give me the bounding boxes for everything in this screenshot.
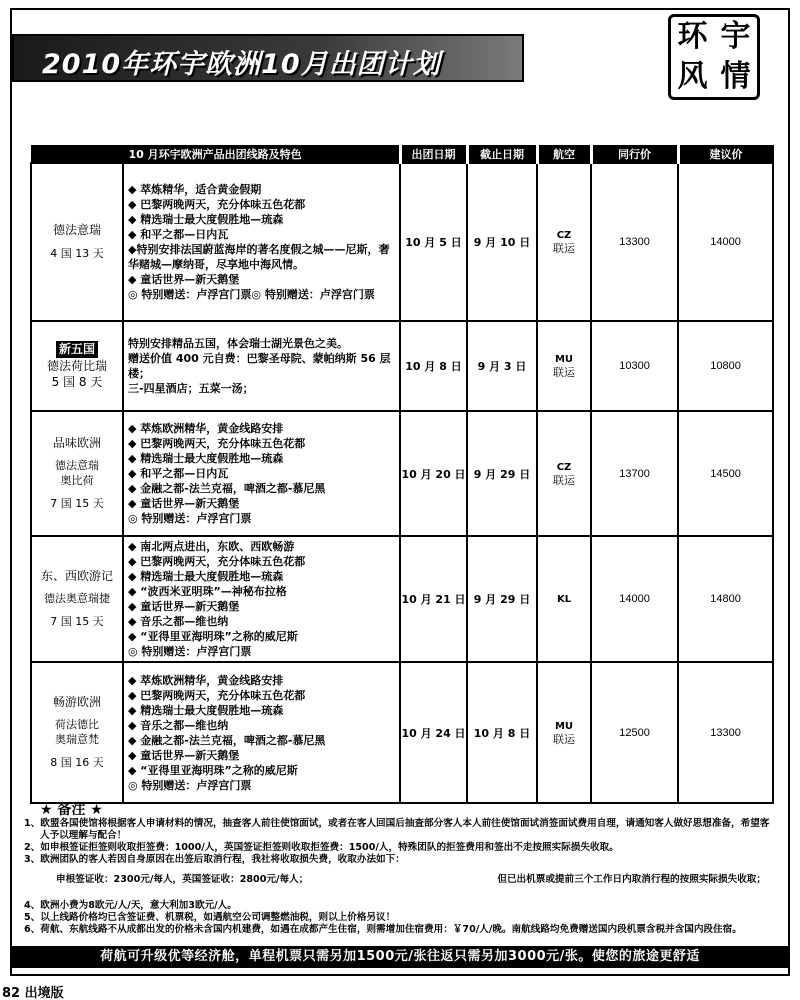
feature-line: ◎ 特别赠送：卢浮宫门票: [128, 512, 252, 525]
airline-code: CZ: [556, 461, 572, 473]
notes-section: [24, 804, 776, 936]
col-header-peer-price: 同行价: [591, 146, 678, 164]
features-cell: [123, 536, 400, 662]
feature-line: 赠送价值 400 元自费：巴黎圣母院、蒙帕纳斯 56 层楼；: [128, 352, 391, 380]
route-countries: 奥瑞意梵: [55, 733, 99, 747]
table-header-row: [31, 146, 773, 164]
logo-char: 情: [720, 59, 751, 94]
col-header-routes: 10 月环宇欧洲产品出团线路及特色: [31, 146, 400, 164]
feature-line: ◆ 童话世界—新天鹅堡: [128, 273, 240, 286]
airline-cell: [537, 411, 591, 536]
route-name: 德法荷比瑞: [46, 359, 107, 374]
col-header-retail-price: 建议价: [678, 146, 773, 164]
airline-type: 联运: [553, 242, 576, 255]
feature-line: ◆ “亚得里亚海明珠”之称的威尼斯: [128, 763, 298, 777]
feature-line: ◆ 金融之都-法兰克福，啤酒之都-慕尼黑: [128, 482, 326, 495]
depart-date: 10 月 24 日: [400, 662, 467, 803]
feature-line: ◆ 精选瑞士最大度假胜地—琉森: [128, 703, 284, 717]
col-header-deadline: 截止日期: [467, 146, 537, 164]
feature-line: ◆ 童话世界—新天鹅堡: [128, 497, 240, 510]
note-item: 3、欧洲团队的客人若因自身原因在出签后取消行程，我社将收取损失费，收取办法如下：: [24, 854, 405, 865]
depart-date: 10 月 5 日: [400, 163, 467, 321]
features-cell: [123, 662, 400, 803]
features-cell: [123, 321, 400, 411]
notes-heading: ★ 备注 ★: [40, 802, 103, 818]
peer-price: 13300: [591, 163, 678, 321]
feature-line: ◆ 精选瑞士最大度假胜地—琉森: [128, 213, 284, 226]
note-item: 5、以上线路价格均已含签证费、机票税，如遇航空公司调整燃油税，则以上价格另议！: [24, 912, 396, 923]
brand-logo: [668, 14, 760, 100]
depart-date: 10 月 20 日: [400, 411, 467, 536]
route-name: 东、西欧游记: [40, 569, 113, 584]
retail-price: 14500: [678, 411, 773, 536]
airline-cell: [537, 662, 591, 803]
feature-line: ◆ 萃炼精华，适合黄金假期: [128, 183, 262, 196]
airline-type: 联运: [553, 366, 576, 379]
airline-code: KL: [556, 593, 572, 605]
route-cell: [31, 536, 123, 662]
route-name: 德法意瑞: [52, 223, 101, 238]
airline-code: MU: [554, 354, 574, 365]
deadline-date: 9 月 29 日: [467, 536, 537, 662]
feature-line: 三-四星酒店；五菜一汤；: [128, 382, 254, 395]
peer-price: 12500: [591, 662, 678, 803]
retail-price: 14800: [678, 536, 773, 662]
route-duration: 8 国 16 天: [50, 756, 104, 770]
logo-char: 风: [677, 59, 708, 94]
route-duration: 4 国 13 天: [50, 246, 104, 260]
feature-line: ◆ 巴黎两晚两天，充分体味五色花都: [128, 198, 306, 211]
promo-banner: 荷航可升级优等经济舱，单程机票只需另加1500元/张往返只需另加3000元/张。使您的旅途更舒适: [12, 946, 788, 968]
note-item: 4、欧洲小费为8欧元/人/天，意大利加3欧元/人。: [24, 900, 237, 911]
feature-line: ◆ 金融之都-法兰克福，啤酒之都-慕尼黑: [128, 733, 326, 747]
feature-line: 特别安排精品五国，体会瑞士湖光景色之美。: [128, 337, 348, 350]
deadline-date: 9 月 29 日: [467, 411, 537, 536]
table-row: [31, 411, 773, 536]
airline-type: 联运: [553, 473, 576, 487]
visa-fee-line: [56, 874, 776, 886]
note-item: 2、如申根签证拒签则收取拒签费：1000/人，英国签证拒签则收取拒签费：1500/人，特殊团队的拒签费用和签出不走按照实际损失收取。: [24, 842, 619, 853]
feature-line: ◆ 精选瑞士最大度假胜地—琉森: [128, 570, 284, 583]
airline-cell: [537, 321, 591, 411]
visa-fee-right: 但已出机票或提前三个工作日内取消行程的按照实际损失收取；: [497, 874, 766, 885]
peer-price: 10300: [591, 321, 678, 411]
airline-type: 联运: [553, 732, 576, 746]
route-cell: [31, 662, 123, 803]
feature-line: ◆ 精选瑞士最大度假胜地—琉森: [128, 452, 284, 465]
table-row: [31, 321, 773, 411]
feature-line: ◎ 特别赠送：卢浮宫门票: [128, 778, 252, 792]
features-cell: [123, 411, 400, 536]
retail-price: 10800: [678, 321, 773, 411]
route-duration: 7 国 15 天: [50, 615, 104, 629]
note-item: 1、欧盟各国使馆将根据客人申请材料的情况，抽查客人前往使馆面试，或者在客人回国后抽查部分客人本人前往使馆面试消签面试费用自理，请通知客人做好思想准备，希望客人予以理解与配合！: [24, 818, 770, 841]
tour-schedule-table: [30, 145, 774, 804]
new-badge: 新五国: [56, 341, 98, 357]
page-title: 2010年环宇欧洲10月出团计划: [42, 49, 441, 80]
peer-price: 14000: [591, 536, 678, 662]
route-duration: 7 国 15 天: [50, 497, 104, 511]
feature-line: ◆ 和平之都—日内瓦: [128, 228, 229, 241]
feature-line: ◆特别安排法国蔚蓝海岸的著名度假之城——尼斯，奢华赌城—摩纳哥，尽享地中海风情。: [128, 243, 390, 271]
deadline-date: 10 月 8 日: [467, 662, 537, 803]
airline-code: CZ: [556, 230, 572, 241]
logo-char: 环: [677, 19, 708, 54]
feature-line: ◆ 巴黎两晚两天，充分体味五色花都: [128, 688, 306, 702]
page-number: 82 出境版: [2, 986, 64, 1000]
feature-line: ◎ 特别赠送：卢浮宫门票: [128, 645, 252, 658]
feature-line: ◆ “亚得里亚海明珠”之称的威尼斯: [128, 630, 298, 643]
peer-price: 13700: [591, 411, 678, 536]
route-countries: 荷法德比: [55, 718, 99, 732]
route-countries: 奥比荷: [60, 474, 94, 488]
feature-line: ◆ 音乐之都—维也纳: [128, 718, 229, 732]
route-name: 畅游欧洲: [52, 695, 101, 710]
feature-line: ◆ “波西米亚明珠”—神秘布拉格: [128, 585, 287, 598]
feature-line: ◆ 萃炼欧洲精华，黄金线路安排: [128, 673, 284, 687]
route-countries: 德法奥意瑞捷: [44, 592, 110, 606]
title-banner: [12, 34, 524, 82]
table-row: [31, 662, 773, 803]
airline-cell: [537, 536, 591, 662]
visa-fee-left: 申根签证收：2300元/每人，英国签证收：2800元/每人；: [56, 874, 309, 885]
feature-line: ◆ 巴黎两晚两天，充分体味五色花都: [128, 437, 306, 450]
airline-code: MU: [554, 720, 574, 732]
table-row: [31, 163, 773, 321]
feature-line: ◆ 童话世界—新天鹅堡: [128, 748, 240, 762]
depart-date: 10 月 21 日: [400, 536, 467, 662]
airline-cell: [537, 163, 591, 321]
feature-line: ◆ 南北两点进出，东欧、西欧畅游: [128, 540, 295, 553]
deadline-date: 9 月 3 日: [467, 321, 537, 411]
feature-line: ◆ 童话世界—新天鹅堡: [128, 600, 240, 613]
feature-line: ◆ 音乐之都—维也纳: [128, 615, 229, 628]
note-item: 6、荷航、东航线路不从成都出发的价格未含国内机建费，如遇在成都产生住宿，则需增加住宿费用：￥70/人/晚。南航线路均免费赠送国内段机票含税并含国内段住宿。: [24, 924, 742, 935]
col-header-airline: 航空: [537, 146, 591, 164]
feature-line: ◆ 和平之都—日内瓦: [128, 467, 229, 480]
feature-line: ◆ 巴黎两晚两天，充分体味五色花都: [128, 555, 306, 568]
col-header-depart: 出团日期: [400, 146, 467, 164]
feature-line: ◎ 特别赠送：卢浮宫门票◎ 特别赠送：卢浮宫门票: [128, 288, 375, 301]
route-countries: 德法意瑞: [55, 459, 99, 473]
route-cell: [31, 163, 123, 321]
route-cell: [31, 411, 123, 536]
retail-price: 13300: [678, 662, 773, 803]
feature-line: ◆ 萃炼欧洲精华，黄金线路安排: [128, 422, 284, 435]
route-name: 品味欧洲: [52, 436, 101, 451]
deadline-date: 9 月 10 日: [467, 163, 537, 321]
table-row: [31, 536, 773, 662]
logo-char: 宇: [720, 19, 751, 54]
retail-price: 14000: [678, 163, 773, 321]
depart-date: 10 月 8 日: [400, 321, 467, 411]
route-cell: [31, 321, 123, 411]
features-cell: [123, 163, 400, 321]
route-duration: 5 国 8 天: [51, 375, 103, 390]
